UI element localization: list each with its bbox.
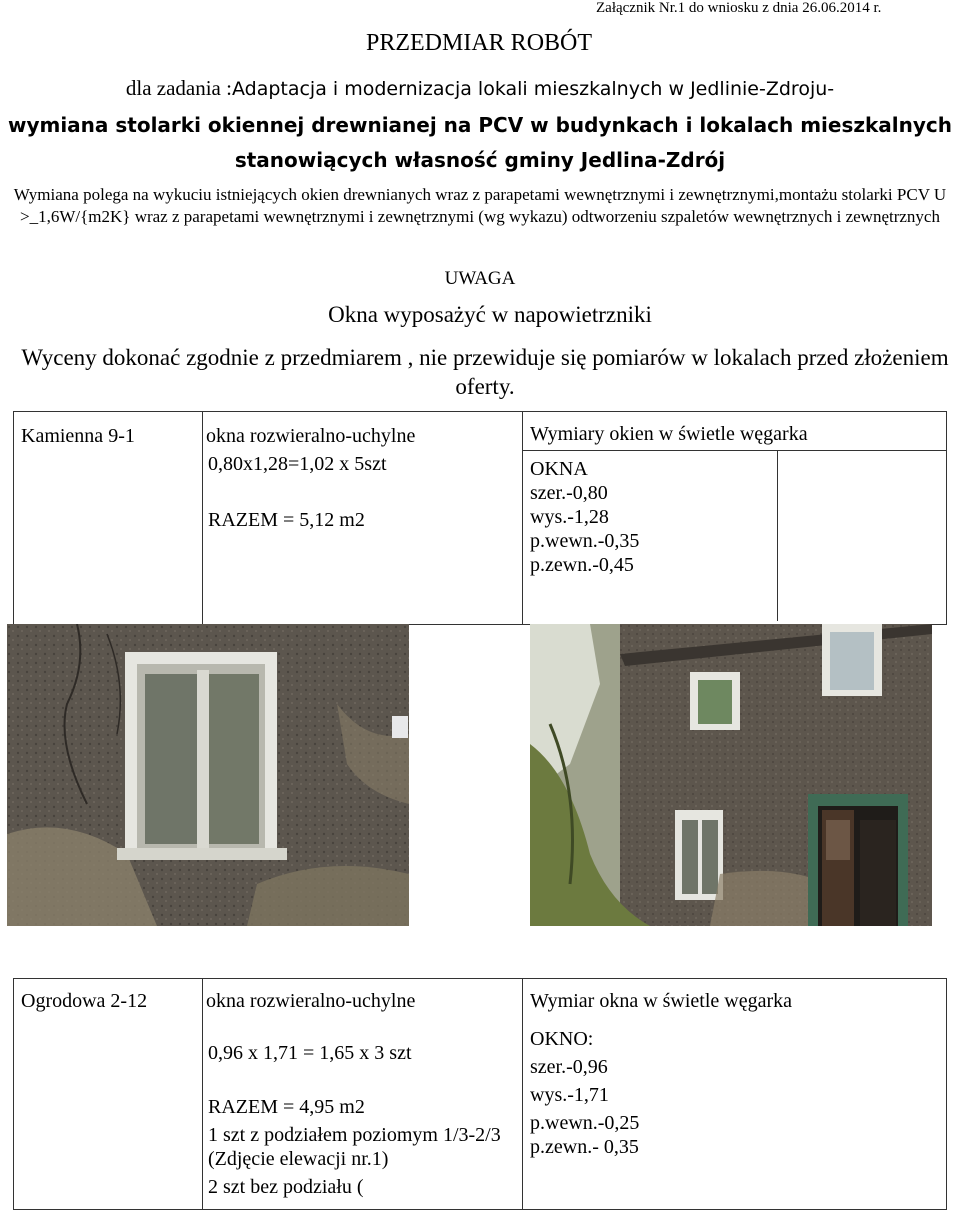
dims-height: wys.-1,28	[530, 506, 609, 528]
calculation: 0,80x1,28=1,02 x 5szt	[208, 453, 387, 475]
dimensions-empty	[778, 451, 946, 621]
task-prefix: dla zadania :	[125, 76, 232, 100]
task-line	[0, 76, 960, 101]
dims-title: OKNO:	[530, 1028, 594, 1050]
dims-sill-inner: p.wewn.-0,25	[530, 1112, 640, 1134]
calculation: 0,96 x 1,71 = 1,65 x 3 szt	[208, 1042, 412, 1064]
vents-note: Okna wyposażyć w napowietrzniki	[328, 302, 652, 327]
dims-sill-outer: p.zewn.-0,45	[530, 554, 634, 576]
dims-width: szer.-0,80	[530, 482, 608, 504]
dims-width: szer.-0,96	[530, 1056, 608, 1078]
no-split-note: 2 szt bez podziału (	[208, 1176, 364, 1198]
window-type: okna rozwieralno-uchylne	[206, 990, 416, 1012]
dims-sill-inner: p.wewn.-0,35	[530, 530, 640, 552]
address: Kamienna 9-1	[21, 425, 135, 447]
dimensions-values	[523, 451, 778, 621]
dimensions-body	[523, 450, 946, 621]
annex-note: Załącznik Nr.1 do wniosku z dnia 26.06.2014 r.	[596, 0, 882, 16]
uwaga-heading: UWAGA	[444, 268, 516, 289]
address-cell	[14, 412, 203, 625]
task-name: Adaptacja i modernizacja lokali mieszkalnych w Jedlinie-Zdroju-	[231, 78, 835, 100]
address: Ogrodowa 2-12	[21, 990, 148, 1012]
quantity-cell	[203, 412, 523, 625]
dimensions-header: Wymiary okien w świetle węgarka	[530, 423, 808, 445]
address-cell	[14, 979, 203, 1210]
subtitle-line-1: wymiana stolarki okiennej drewnianej na PCV w budynkach i lokalach mieszkalnych	[7, 113, 953, 137]
photo-building-facade	[530, 624, 932, 926]
page-title: PRZEDMIAR ROBÓT	[366, 30, 593, 56]
entry-table-kamienna	[13, 411, 947, 625]
dimensions-header: Wymiar okna w świetle węgarka	[530, 990, 793, 1012]
dimensions-cell	[523, 979, 947, 1210]
photo-window-closeup	[7, 624, 409, 926]
dims-height: wys.-1,71	[530, 1084, 609, 1106]
quantity-cell	[203, 979, 523, 1210]
dims-sill-outer: p.zewn.- 0,35	[530, 1136, 639, 1158]
subtitle-line-2: stanowiących własność gminy Jedlina-Zdrój	[234, 148, 726, 172]
window-type: okna rozwieralno-uchylne	[206, 425, 416, 447]
total: RAZEM = 5,12 m2	[208, 509, 365, 531]
pricing-note: Wyceny dokonać zgodnie z przedmiarem , nie przewiduje się pomiarów w lokalach przed złożeniem oferty.	[21, 345, 949, 399]
dimensions-cell	[523, 412, 947, 625]
work-description: Wymiana polega na wykuciu istniejących okien drewnianych wraz z parapetami wewnętrznymi i zewnętrznymi,montażu stolarki PCV U >_1,6W/{m2K} wraz z parapetami wewnętrznymi i zewnętrznymi (wg wykazu) odtworzeniu szpaletów wewnętrznych i zewnętrznych	[13, 185, 947, 226]
split-note: 1 szt z podziałem poziomym 1/3-2/3 (Zdjęcie elewacji nr.1)	[208, 1124, 501, 1170]
dimensions-values	[523, 1013, 946, 1159]
entry-table-ogrodowa	[13, 978, 947, 1210]
total: RAZEM = 4,95 m2	[208, 1096, 365, 1118]
dims-title: OKNA	[530, 458, 588, 480]
